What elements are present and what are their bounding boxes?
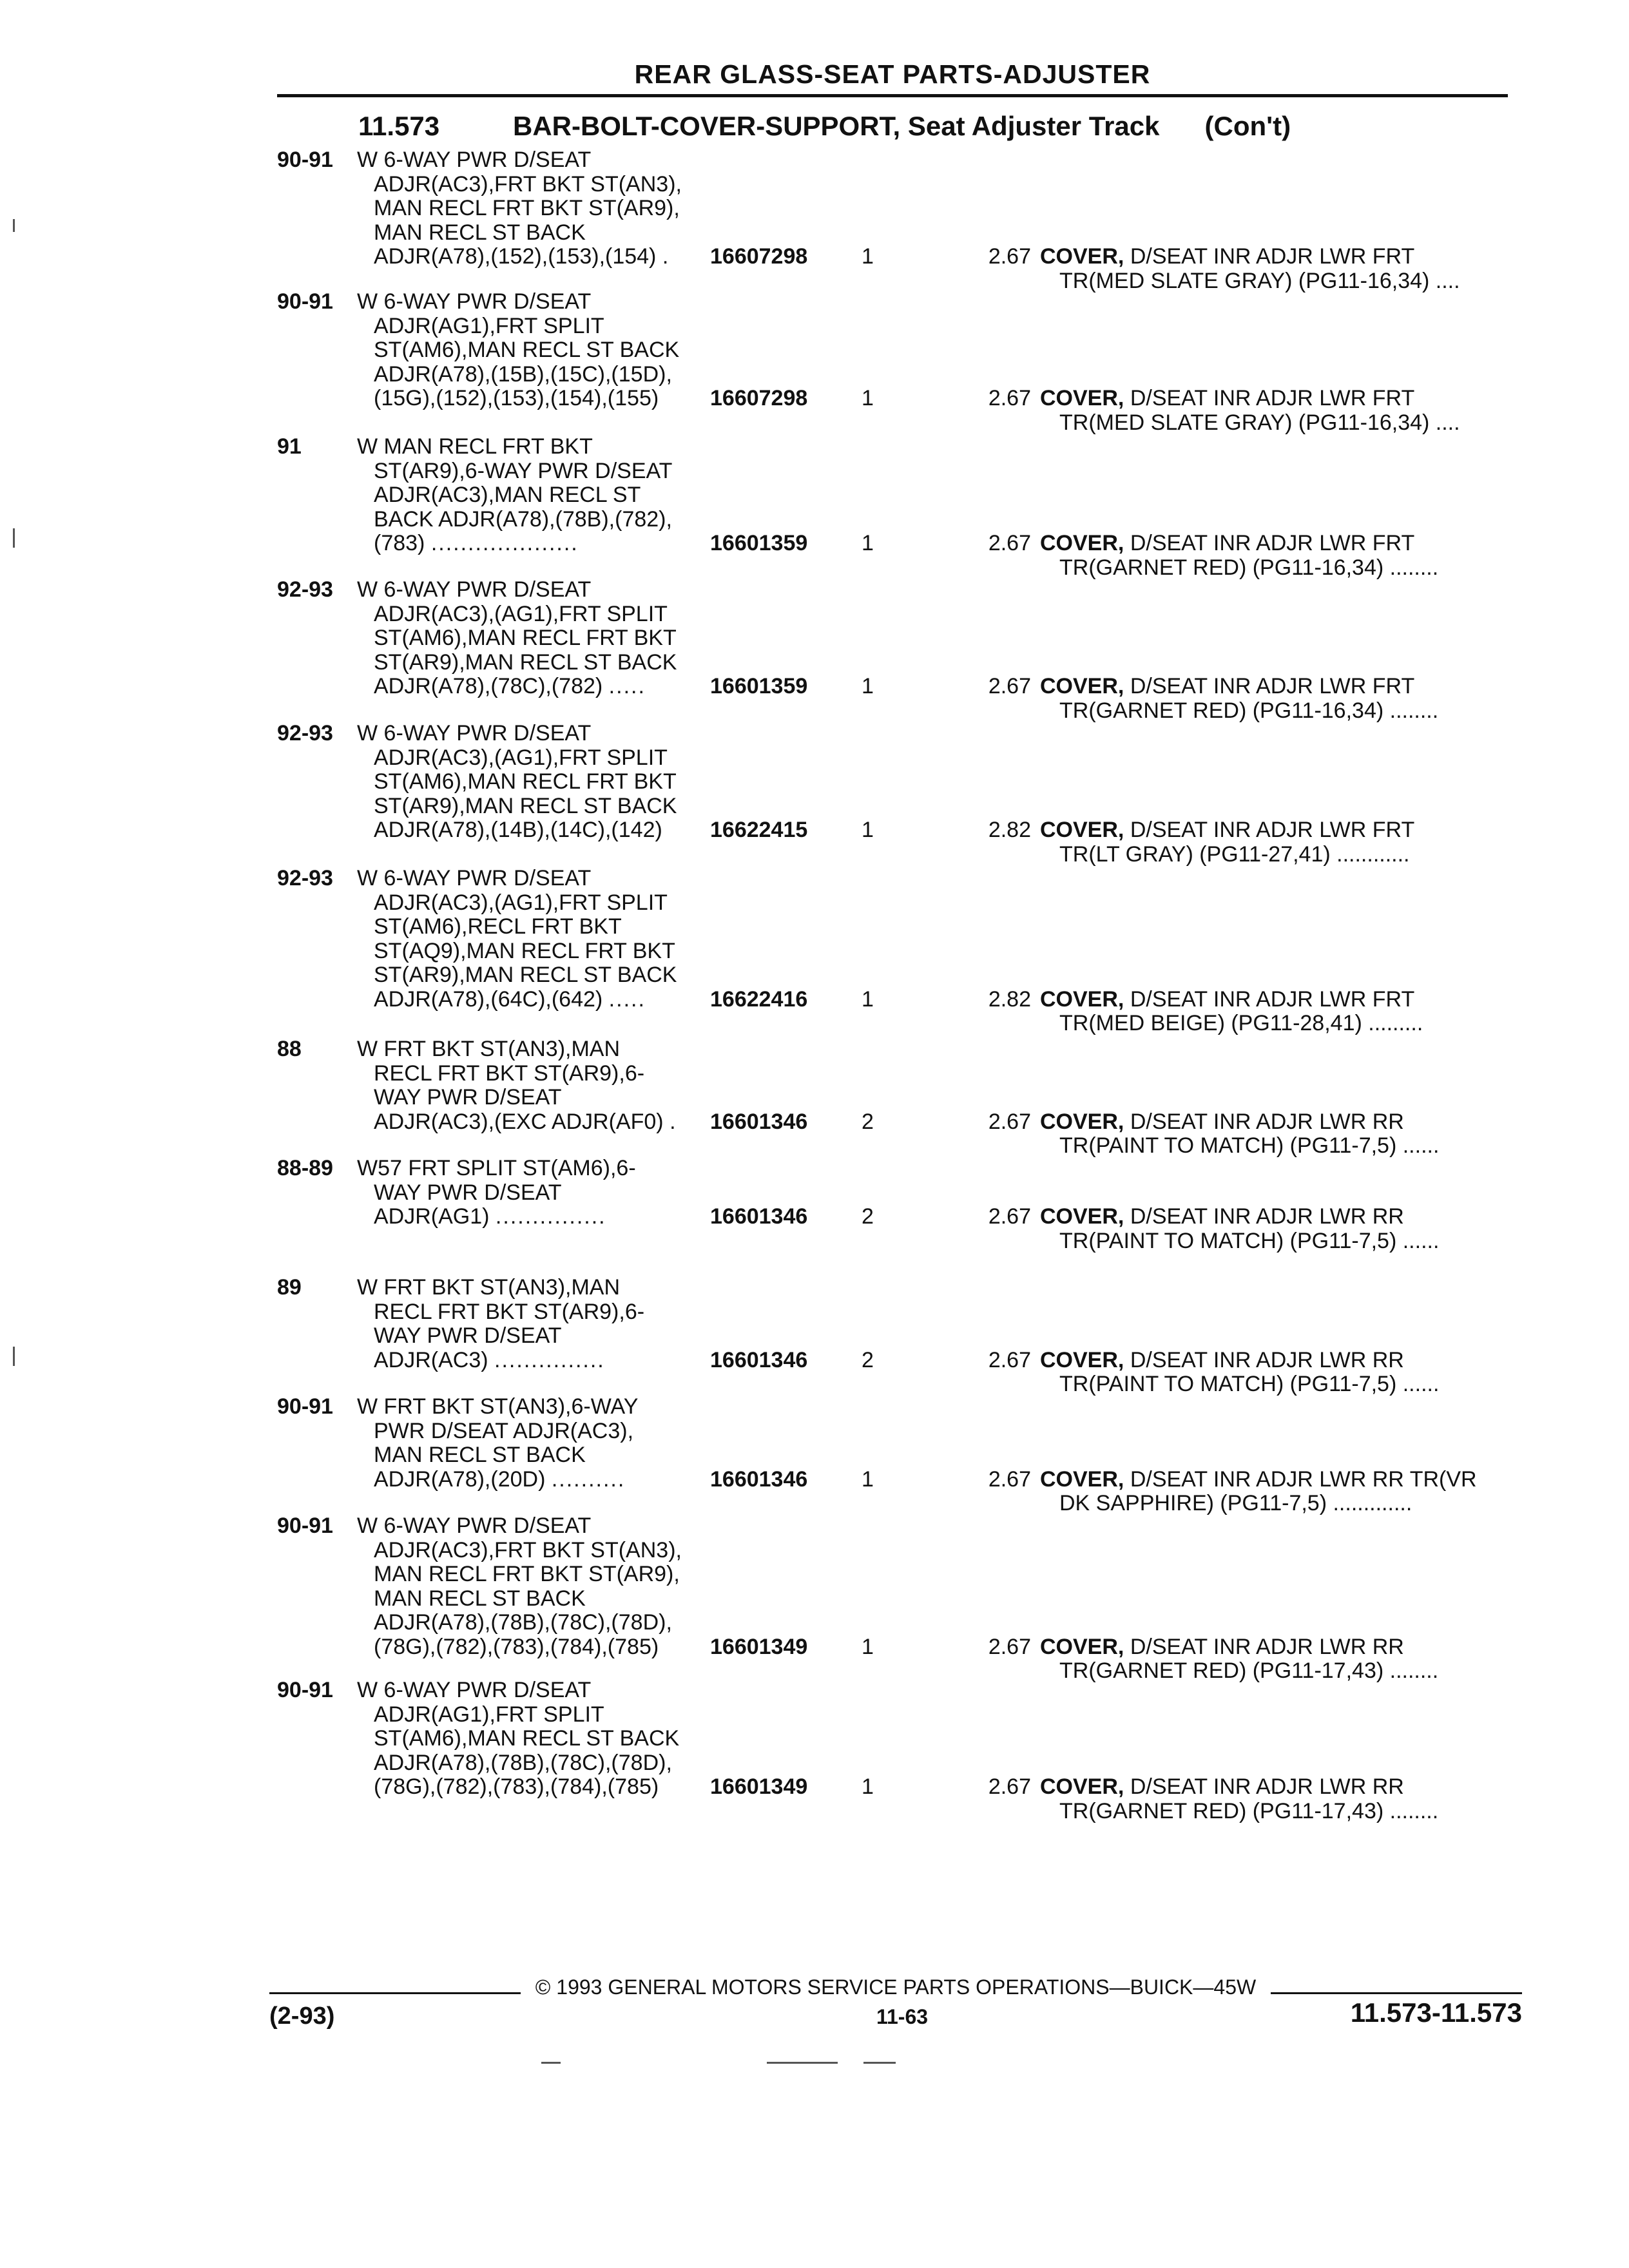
section-continued: (Con't) [1204, 111, 1291, 141]
usage-text: MAN RECL ST BACK [374, 1443, 586, 1467]
model-years: 90-91 [277, 1394, 333, 1419]
scan-mark [13, 528, 15, 548]
model-years: 92-93 [277, 721, 333, 745]
usage-description [357, 1276, 988, 1372]
usage-text: ADJR(AG1),FRT SPLIT [374, 1702, 604, 1727]
price: 2.67 [988, 1634, 1031, 1659]
usage-line [357, 1300, 988, 1325]
usage-text: ST(AQ9),MAN RECL FRT BKT [374, 938, 675, 963]
price: 2.67 [988, 1774, 1031, 1799]
scan-mark [767, 2062, 838, 2064]
part-description-line: TR(PAINT TO MATCH) (PG11-7,5) ...... [1059, 1133, 1440, 1158]
leader-dots: .................... [430, 531, 579, 555]
usage-description [357, 1514, 988, 1659]
model-years: 90-91 [277, 1514, 333, 1538]
part-name: COVER, [1040, 1204, 1124, 1229]
part-description-line: TR(GARNET RED) (PG11-17,43) ........ [1059, 1798, 1439, 1823]
quantity: 1 [862, 674, 874, 698]
part-detail: D/SEAT INR ADJR LWR RR [1130, 1109, 1404, 1134]
part-description-line [1040, 1205, 1530, 1229]
usage-text: RECL FRT BKT ST(AR9),6- [374, 1299, 645, 1324]
quantity: 1 [862, 244, 874, 269]
part-description [1040, 1635, 1530, 1684]
usage-text: W 6-WAY PWR D/SEAT [357, 1678, 592, 1702]
part-number: 16601346 [710, 1204, 808, 1229]
part-name: COVER, [1040, 244, 1124, 269]
usage-line [357, 1324, 988, 1349]
part-name: COVER, [1040, 1109, 1124, 1134]
part-description [1040, 245, 1530, 293]
model-years: 92-93 [277, 866, 333, 890]
usage-line [357, 1110, 988, 1135]
part-number: 16607298 [710, 244, 808, 269]
usage-text: W 6-WAY PWR D/SEAT [357, 721, 592, 745]
price: 2.67 [988, 1109, 1031, 1134]
usage-text: ADJR(AC3),(AG1),FRT SPLIT [374, 890, 668, 915]
quantity: 2 [862, 1347, 874, 1372]
usage-line [357, 435, 988, 459]
part-detail: D/SEAT INR ADJR LWR FRT [1130, 986, 1415, 1012]
price: 2.67 [988, 1347, 1031, 1372]
part-description-line: TR(MED BEIGE) (PG11-28,41) ......... [1059, 1011, 1423, 1035]
usage-description [357, 1678, 988, 1800]
usage-line [357, 1395, 988, 1419]
part-number: 16601349 [710, 1634, 808, 1659]
usage-text: WAY PWR D/SEAT [374, 1085, 562, 1110]
part-description-line: DK SAPPHIRE) (PG11-7,5) ............. [1059, 1491, 1412, 1515]
usage-line [357, 626, 988, 651]
usage-text: ADJR(AC3) [374, 1347, 488, 1372]
usage-line [357, 1611, 988, 1635]
usage-description [357, 722, 988, 843]
price: 2.67 [988, 674, 1031, 698]
usage-text: ADJR(AC3),FRT BKT ST(AN3), [374, 1537, 682, 1562]
usage-text: MAN RECL FRT BKT ST(AR9), [374, 196, 680, 220]
model-years: 89 [277, 1275, 302, 1300]
section-name: BAR-BOLT-COVER-SUPPORT, Seat Adjuster Track [513, 111, 1160, 141]
part-description-line: TR(GARNET RED) (PG11-16,34) ........ [1059, 555, 1439, 580]
usage-text: ADJR(AC3),MAN RECL ST [374, 483, 641, 507]
usage-text: WAY PWR D/SEAT [374, 1180, 562, 1205]
model-years: 88 [277, 1037, 302, 1061]
usage-text: PWR D/SEAT ADJR(AC3), [374, 1418, 634, 1443]
usage-text: W57 FRT SPLIT ST(AM6),6- [357, 1156, 636, 1180]
usage-text: ADJR(AC3),(EXC ADJR(AF0) [374, 1109, 664, 1134]
usage-line [357, 459, 988, 484]
part-description-line [1040, 1110, 1530, 1135]
usage-text: WAY PWR D/SEAT [374, 1323, 562, 1348]
quantity: 2 [862, 1204, 874, 1229]
usage-text: W FRT BKT ST(AN3),MAN [357, 1037, 621, 1061]
usage-line [357, 290, 988, 314]
usage-line [357, 770, 988, 794]
usage-line [357, 1276, 988, 1300]
part-number: 16622415 [710, 818, 808, 842]
footer-rule-right [1271, 1992, 1522, 1994]
usage-text: ST(AR9),MAN RECL ST BACK [374, 793, 677, 818]
usage-line [357, 1157, 988, 1181]
quantity: 1 [862, 818, 874, 842]
usage-line [357, 722, 988, 746]
usage-line [357, 794, 988, 819]
model-years: 91 [277, 434, 302, 459]
usage-line [357, 1587, 988, 1611]
part-description-line [1040, 1468, 1530, 1492]
usage-line [357, 1037, 988, 1062]
usage-line [357, 602, 988, 627]
part-description-line [1040, 245, 1530, 269]
part-number: 16601359 [710, 674, 808, 698]
quantity: 1 [862, 1774, 874, 1799]
usage-line [357, 363, 988, 387]
part-name: COVER, [1040, 531, 1124, 555]
usage-line [357, 1751, 988, 1776]
usage-description [357, 148, 988, 269]
usage-text: RECL FRT BKT ST(AR9),6- [374, 1061, 645, 1086]
part-description [1040, 532, 1530, 580]
part-name: COVER, [1040, 386, 1124, 410]
part-number: 16601349 [710, 1774, 808, 1799]
usage-line [357, 532, 988, 556]
part-description-line: TR(MED SLATE GRAY) (PG11-16,34) .... [1059, 410, 1460, 435]
usage-text: ADJR(A78),(78B),(78C),(78D), [374, 1750, 672, 1775]
part-detail: D/SEAT INR ADJR LWR RR [1130, 1204, 1404, 1229]
usage-text: ADJR(AG1) [374, 1204, 490, 1229]
price: 2.82 [988, 818, 1031, 842]
price: 2.67 [988, 531, 1031, 555]
usage-line [357, 746, 988, 771]
usage-line [357, 508, 988, 532]
usage-line [357, 1539, 988, 1563]
usage-text: BACK ADJR(A78),(78B),(782), [374, 506, 672, 532]
usage-line [357, 338, 988, 363]
part-number: 16601346 [710, 1466, 808, 1492]
part-number: 16601346 [710, 1109, 808, 1134]
usage-line [357, 891, 988, 916]
part-name: COVER, [1040, 1634, 1124, 1659]
price: 2.67 [988, 1204, 1031, 1229]
usage-text: ST(AR9),MAN RECL ST BACK [374, 963, 677, 987]
usage-line [357, 1349, 988, 1373]
leader-dots: ............... [495, 1204, 606, 1229]
usage-line [357, 173, 988, 197]
part-description-line [1040, 1775, 1530, 1800]
part-description-line [1040, 675, 1530, 699]
usage-text: ADJR(A78),(20D) [374, 1466, 546, 1492]
part-number: 16601359 [710, 531, 808, 555]
model-years: 90-91 [277, 1678, 333, 1702]
part-description [1040, 1468, 1530, 1516]
scan-mark [13, 1347, 15, 1366]
usage-line [357, 483, 988, 508]
part-description [1040, 1205, 1530, 1253]
scan-mark [541, 2062, 561, 2064]
usage-text: ST(AR9),MAN RECL ST BACK [374, 649, 677, 675]
usage-line [357, 1062, 988, 1086]
usage-text: ST(AM6),MAN RECL FRT BKT [374, 769, 677, 794]
part-description-line: TR(PAINT TO MATCH) (PG11-7,5) ...... [1059, 1228, 1440, 1253]
part-description-line [1040, 532, 1530, 556]
usage-text: ADJR(AC3),FRT BKT ST(AN3), [374, 171, 682, 197]
part-description-line [1040, 988, 1530, 1012]
part-name: COVER, [1040, 1466, 1124, 1492]
usage-text: ST(AM6),MAN RECL FRT BKT [374, 626, 677, 650]
usage-text: W 6-WAY PWR D/SEAT [357, 866, 592, 890]
usage-line [357, 675, 988, 699]
quantity: 2 [862, 1109, 874, 1134]
usage-line [357, 915, 988, 939]
usage-line [357, 387, 988, 411]
quantity: 1 [862, 386, 874, 410]
part-description [1040, 387, 1530, 435]
part-description [1040, 1349, 1530, 1397]
usage-description [357, 1037, 988, 1134]
part-description [1040, 988, 1530, 1036]
usage-text: ADJR(AC3),(AG1),FRT SPLIT [374, 601, 668, 626]
usage-text: ADJR(A78),(78C),(782) [374, 674, 603, 698]
usage-line [357, 988, 988, 1012]
usage-description [357, 1395, 988, 1492]
model-years: 92-93 [277, 577, 333, 602]
usage-line [357, 221, 988, 245]
usage-description [357, 435, 988, 556]
part-description [1040, 818, 1530, 867]
usage-text: (783) [374, 531, 425, 555]
part-description-line: TR(MED SLATE GRAY) (PG11-16,34) .... [1059, 268, 1460, 293]
leader-dots: . [662, 244, 670, 269]
section-number: 11.573 [358, 111, 440, 141]
price: 2.67 [988, 1466, 1031, 1492]
usage-text: ST(AM6),MAN RECL ST BACK [374, 338, 680, 362]
quantity: 1 [862, 1466, 874, 1492]
footer-section-range: 11.573-11.573 [1350, 1997, 1522, 2028]
part-detail: D/SEAT INR ADJR LWR RR [1130, 1634, 1404, 1659]
usage-text: ADJR(A78),(14B),(14C),(142) [374, 818, 662, 842]
footer-rule-left [269, 1992, 521, 1994]
part-description-line: TR(LT GRAY) (PG11-27,41) ............ [1059, 841, 1410, 867]
part-number: 16601346 [710, 1347, 808, 1372]
usage-text: (78G),(782),(783),(784),(785) [374, 1634, 659, 1659]
part-description-line [1040, 387, 1530, 411]
section-title [358, 111, 1518, 142]
usage-text: ST(AR9),6-WAY PWR D/SEAT [374, 458, 673, 483]
model-years: 88-89 [277, 1156, 333, 1180]
leader-dots: .......... [551, 1466, 626, 1492]
usage-line [357, 1181, 988, 1206]
part-detail: D/SEAT INR ADJR LWR RR [1130, 1347, 1404, 1372]
part-name: COVER, [1040, 986, 1124, 1012]
part-detail: D/SEAT INR ADJR LWR RR [1130, 1774, 1404, 1799]
footer-page-number: 11-63 [876, 2005, 929, 2028]
part-number: 16622416 [710, 986, 808, 1012]
price: 2.82 [988, 986, 1031, 1012]
usage-text: ST(AM6),RECL FRT BKT [374, 914, 622, 939]
usage-line [357, 1468, 988, 1492]
part-detail: D/SEAT INR ADJR LWR FRT [1130, 244, 1415, 269]
usage-line [357, 1514, 988, 1539]
part-name: COVER, [1040, 818, 1124, 842]
usage-text: MAN RECL ST BACK [374, 1586, 586, 1611]
usage-line [357, 1443, 988, 1468]
leader-dots: ..... [608, 674, 646, 698]
usage-line [357, 1562, 988, 1587]
usage-text: W 6-WAY PWR D/SEAT [357, 289, 592, 314]
quantity: 1 [862, 1634, 874, 1659]
part-description [1040, 1110, 1530, 1158]
price: 2.67 [988, 244, 1031, 269]
usage-line [357, 1703, 988, 1727]
usage-line [357, 1727, 988, 1751]
part-description [1040, 675, 1530, 723]
usage-line [357, 578, 988, 602]
usage-line [357, 1635, 988, 1660]
usage-text: ADJR(AC3),(AG1),FRT SPLIT [374, 745, 668, 770]
model-years: 90-91 [277, 289, 333, 314]
usage-description [357, 1157, 988, 1229]
part-detail: D/SEAT INR ADJR LWR FRT [1130, 531, 1415, 555]
usage-description [357, 578, 988, 699]
scan-mark [863, 2062, 896, 2064]
usage-text: MAN RECL FRT BKT ST(AR9), [374, 1562, 680, 1586]
part-description-line: TR(PAINT TO MATCH) (PG11-7,5) ...... [1059, 1372, 1440, 1396]
usage-line [357, 1678, 988, 1703]
part-description-line: TR(GARNET RED) (PG11-17,43) ........ [1059, 1658, 1439, 1683]
usage-text: ADJR(A78),(78B),(78C),(78D), [374, 1610, 672, 1635]
usage-text: ADJR(A78),(15B),(15C),(15D), [374, 361, 672, 387]
usage-text: (78G),(782),(783),(784),(785) [374, 1774, 659, 1799]
usage-line [357, 651, 988, 675]
part-name: COVER, [1040, 674, 1124, 698]
part-description-line [1040, 1349, 1530, 1373]
usage-text: W 6-WAY PWR D/SEAT [357, 148, 592, 172]
usage-text: W FRT BKT ST(AN3),6-WAY [357, 1394, 639, 1419]
leader-dots: ..... [608, 986, 646, 1012]
usage-line [357, 939, 988, 964]
part-detail: D/SEAT INR ADJR LWR RR TR(VR [1130, 1466, 1477, 1492]
usage-text: W 6-WAY PWR D/SEAT [357, 1514, 592, 1538]
leader-dots: . [670, 1109, 677, 1134]
part-detail: D/SEAT INR ADJR LWR FRT [1130, 818, 1415, 842]
quantity: 1 [862, 531, 874, 555]
usage-description [357, 867, 988, 1012]
usage-line [357, 1775, 988, 1800]
usage-text: MAN RECL ST BACK [374, 220, 586, 245]
part-description-line: TR(GARNET RED) (PG11-16,34) ........ [1059, 698, 1439, 723]
usage-text: W MAN RECL FRT BKT [357, 434, 593, 459]
usage-line [357, 1086, 988, 1110]
quantity: 1 [862, 986, 874, 1012]
scan-mark [13, 219, 15, 232]
footer-copyright: © 1993 GENERAL MOTORS SERVICE PARTS OPERATIONS—BUICK—45W [535, 1975, 1257, 1999]
part-name: COVER, [1040, 1347, 1124, 1372]
part-detail: D/SEAT INR ADJR LWR FRT [1130, 674, 1415, 698]
usage-text: ADJR(A78),(152),(153),(154) [374, 244, 657, 269]
usage-line [357, 818, 988, 843]
price: 2.67 [988, 386, 1031, 410]
usage-text: W FRT BKT ST(AN3),MAN [357, 1275, 621, 1300]
part-number: 16607298 [710, 386, 808, 410]
part-description-line [1040, 818, 1530, 843]
part-description-line [1040, 1635, 1530, 1660]
usage-line [357, 197, 988, 221]
part-detail: D/SEAT INR ADJR LWR FRT [1130, 386, 1415, 410]
usage-line [357, 148, 988, 173]
header-rule [277, 94, 1508, 97]
usage-line [357, 314, 988, 339]
usage-description [357, 290, 988, 411]
usage-line [357, 245, 988, 269]
footer-date: (2-93) [269, 2003, 335, 2030]
usage-text: ADJR(A78),(64C),(642) [374, 986, 603, 1012]
usage-text: (15G),(152),(153),(154),(155) [374, 386, 659, 410]
model-years: 90-91 [277, 148, 333, 172]
usage-text: ADJR(AG1),FRT SPLIT [374, 313, 604, 338]
page-header: REAR GLASS-SEAT PARTS-ADJUSTER [634, 59, 1151, 89]
part-description [1040, 1775, 1530, 1823]
usage-text: W 6-WAY PWR D/SEAT [357, 577, 592, 602]
part-name: COVER, [1040, 1774, 1124, 1799]
usage-line [357, 867, 988, 891]
leader-dots: ............... [494, 1347, 605, 1372]
usage-text: ST(AM6),MAN RECL ST BACK [374, 1726, 680, 1751]
usage-line [357, 1419, 988, 1444]
usage-line [357, 1205, 988, 1229]
usage-line [357, 963, 988, 988]
